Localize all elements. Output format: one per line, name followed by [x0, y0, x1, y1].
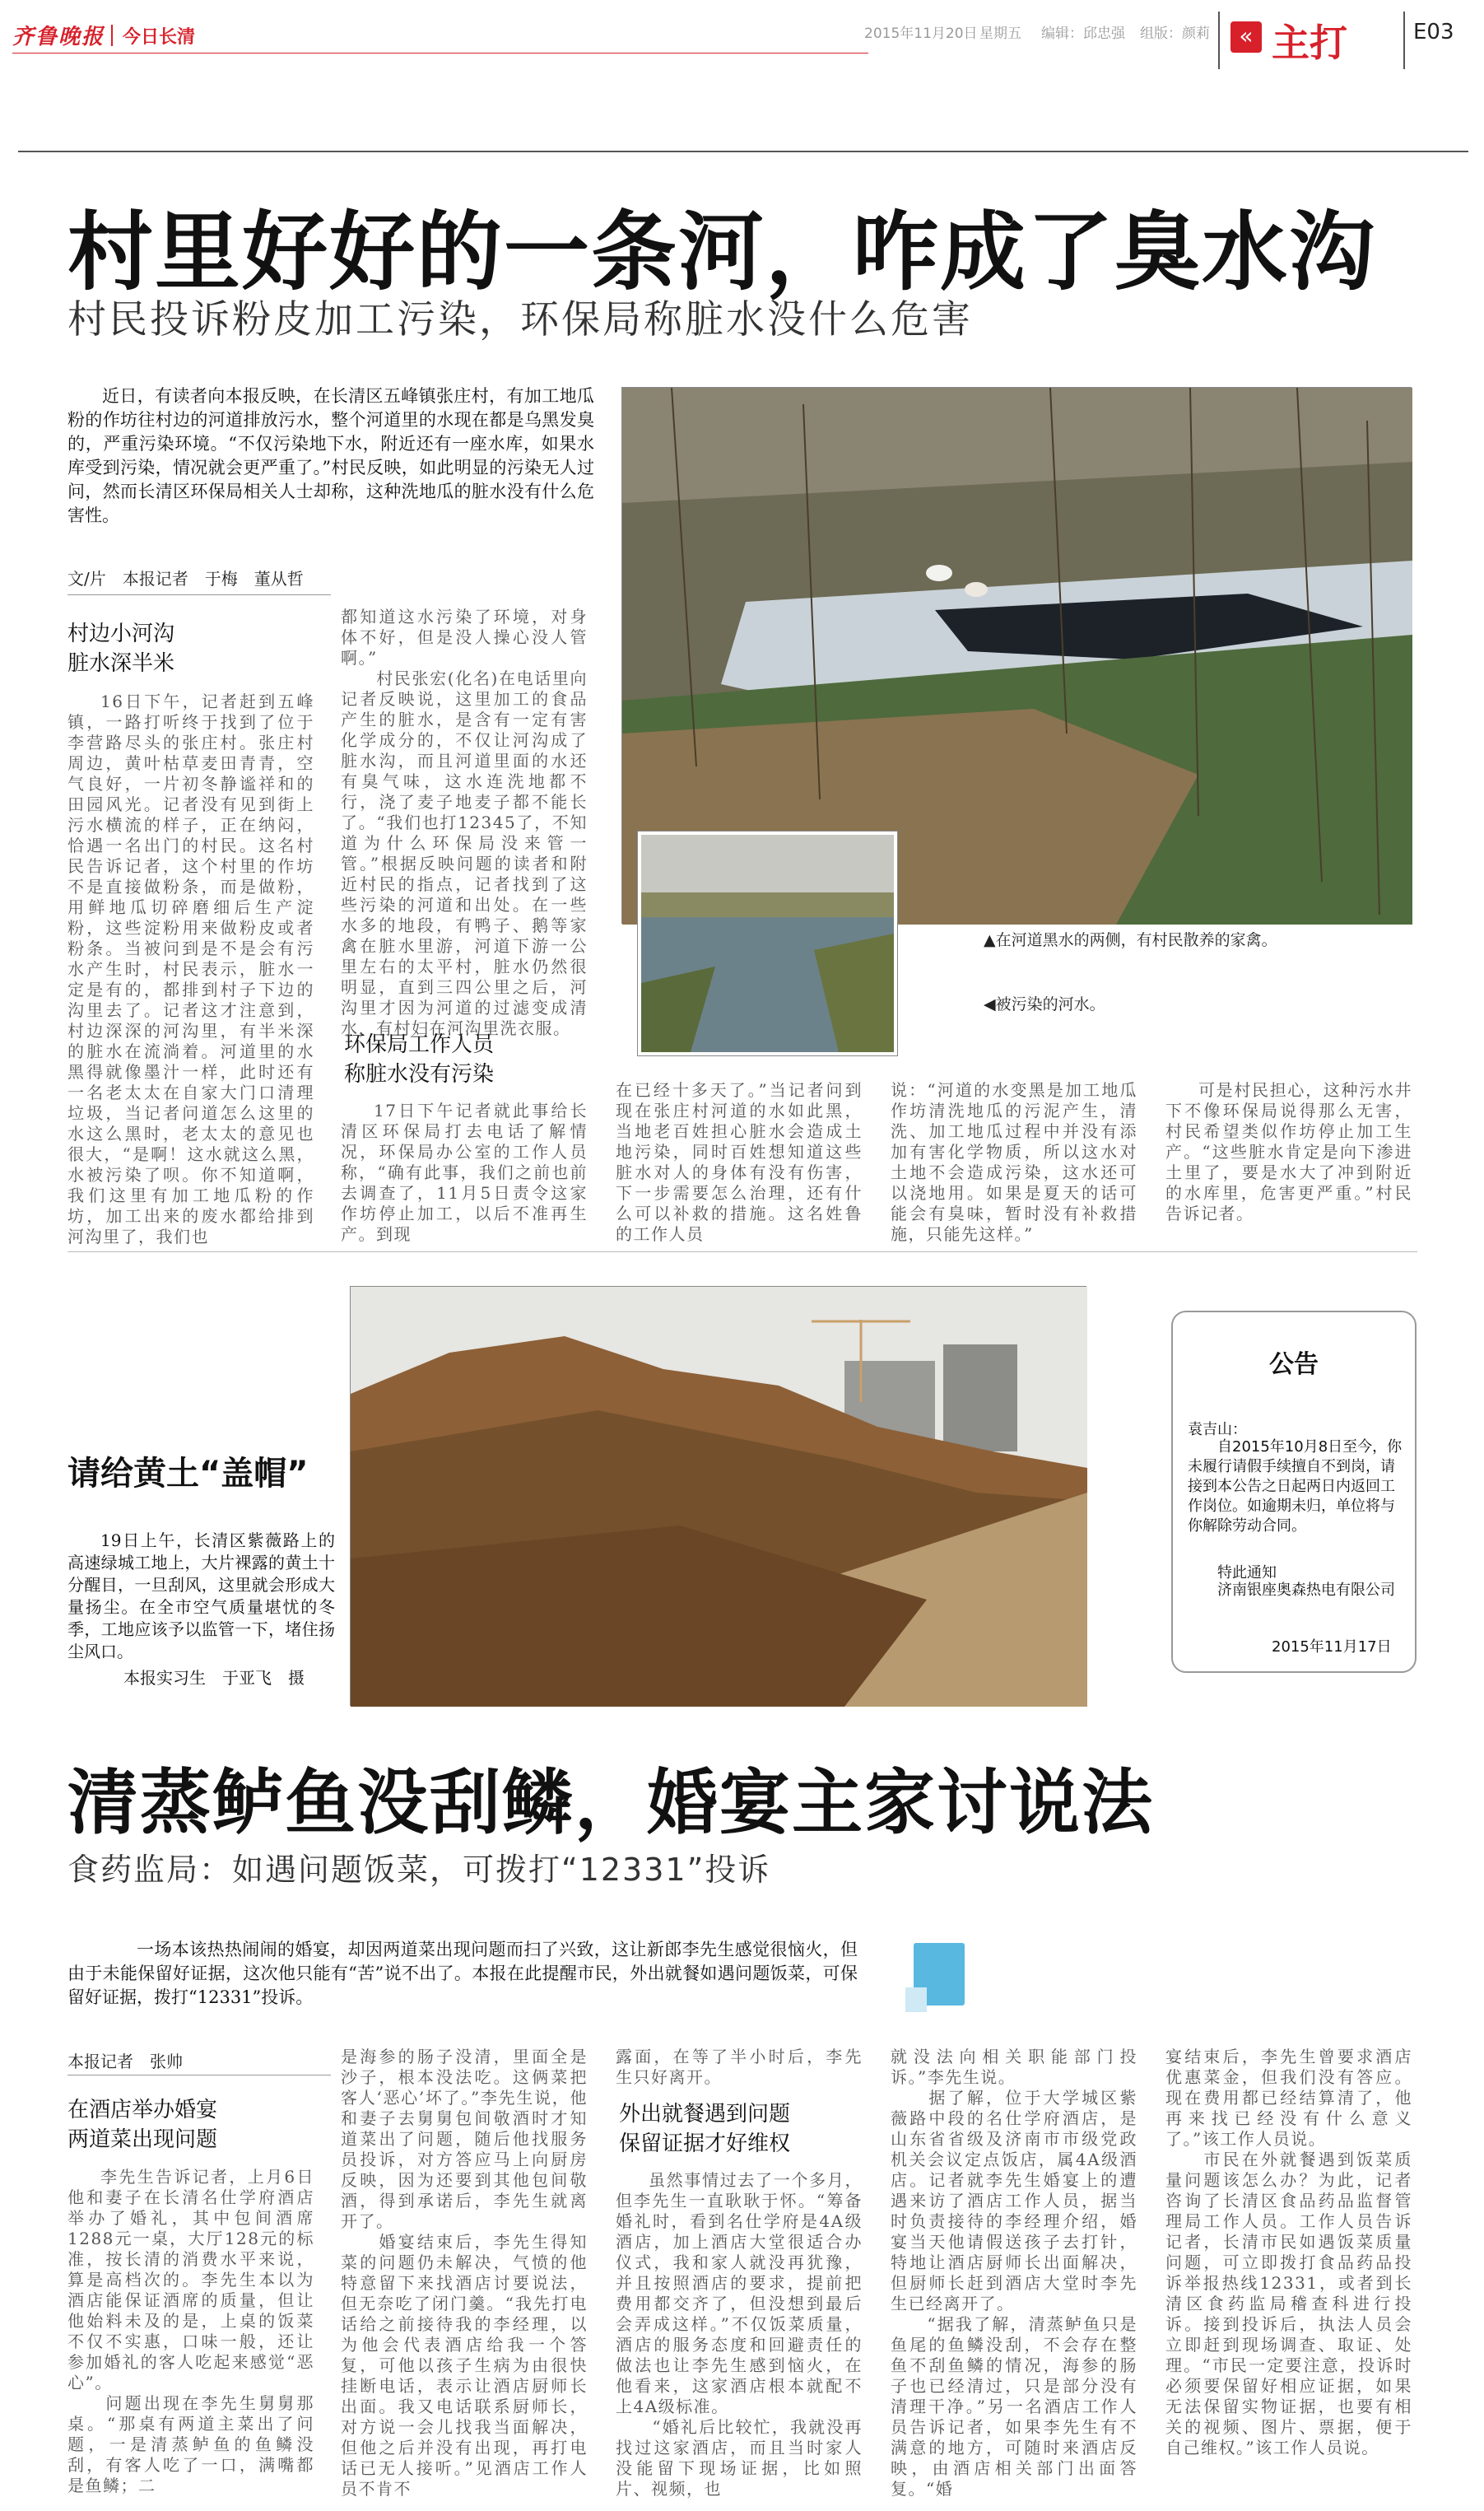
story1-subhead: 村民投诉粉皮加工污染，环保局称脏水没什么危害: [67, 297, 973, 342]
story2-col3b: 虽然事情过去了一个多月，但李先生一直耿耿于怀。“筹备婚礼时，看到名仕学府是4A级酒店，加上酒店大堂很适合办仪式，我和家人就没再犹豫，并且按照酒店的要求，提前把费用都交齐了，但没想到最后会弄成这样。”不仅饭菜质量，酒店的服务态度和回避责任的做法也让李先生感到恼火，在他看来，这家酒店根本就配不上4A级标准。 “婚礼后比较忙，我就没再找过这家酒店，而且当时家人没能留下现场证据，比如照片、视频，也: [616, 2170, 863, 2499]
river-photo-caption: ▲在河道黑水的两侧，有村民散养的家禽。: [984, 931, 1277, 949]
notice-box: [1171, 1311, 1417, 1673]
header-date: 2015年11月20日: [864, 26, 978, 42]
photo-news-title: 请给黄土“盖帽”: [67, 1455, 309, 1493]
story1-subhead-2: 环保局工作人员 称脏水没有污染: [344, 1032, 495, 1087]
story1-col5: 可是村民担心，这种污水井下不像环保局说得那么无害，村民希望类似作坊停止加工生产。“这些脏水肯定是向下渗进土里了，要是水大了冲到附近的水库里，危害更严重。”村民告诉记者。: [1165, 1080, 1412, 1223]
dirt-pile-photo: [350, 1286, 1086, 1706]
story2-col5: 宴结束后，李先生曾要求酒店优惠菜金，但我们没有答应。现在费用都已经结算清了，他再来找已经没有什么意义了。”该工作人员说。 市民在外就餐遇到饭菜质量问题该怎么办？为此，记者咨询了长清区食品药品监督管理局工作人员。工作人员告诉记者，长清市民如遇饭菜质量问题，可立即拨打食品药品投诉举报热线12331，或者到长清区食药监局稽查科进行投诉。接到投诉后，执法人员会立即赶到现场调查、取证、处理。“市民一定要注意，投诉时必须要保留好相应证据，如果无法保留实物证据，也要有相关的视频、图片、票据，便于自己维权。”该工作人员说。: [1165, 2047, 1412, 2457]
header-rule: [12, 53, 868, 54]
section-name: 今日长清: [123, 27, 196, 48]
story2-col2: 是海参的肠子没清，里面全是沙子，根本没法吃。这俩菜把客人‘恶心’坏了。”李先生说，他和妻子去舅舅包间敬酒时才知道菜出了问题，随后他找服务员投诉，对方答应马上向厨房反映，因为还要到其他包间敬酒，得到承诺后，李先生就离开了。 婚宴结束后，李先生得知菜的问题仍未解决，气愤的他特意留下来找酒店讨要说法，但无奈吃了闭门羹。“我先打电话给之前接待我的李经理，以为他会代表酒店给我一个答复，可他以孩子生病为由很快挂断电话，表示让酒店厨师长出面。我又电话联系厨师长，对方说一会儿找我当面解决，但他之后并没有出现，再打电话已无人接听。”见酒店工作人员不肯不: [341, 2047, 588, 2499]
notice-close: 特此通知: [1217, 1564, 1277, 1582]
column-chevron-icon: «: [1230, 21, 1262, 53]
column-name: 主打: [1272, 21, 1347, 65]
header-editor: 编辑：邱忠强: [1041, 26, 1125, 42]
section-rule: [67, 1251, 1417, 1252]
page-number: E03: [1413, 20, 1454, 44]
photo-news-credit: 本报实习生 于亚飞 摄: [123, 1668, 305, 1688]
story1-byline: 文/片 本报记者 于梅 董从哲: [67, 569, 304, 589]
masthead: [12, 12, 1469, 69]
story1-lead: 近日，有读者向本报反映，在长清区五峰镇张庄村，有加工地瓜粉的作坊往村边的河道排放污水，整个河道里的水现在都是乌黑发臭的，严重污染环境。“不仅污染地下水，附近还有一座水库，如果水库受到污染，情况就会更严重了。”村民反映，如此明显的污染无人过问，然而长清区环保局相关人士却称，这种洗地瓜的脏水没有什么危害性。: [67, 386, 594, 525]
story1-byline-rule: [67, 594, 331, 595]
story2-col3a: 露面，在等了半小时后，李先生只好离开。: [616, 2047, 863, 2087]
header-divider-left: [1218, 12, 1220, 69]
notice-title: 公告: [1269, 1350, 1319, 1379]
story2-subhead-1: 在酒店举办婚宴 两道菜出现问题: [67, 2098, 218, 2152]
paper-logo: 齐鲁晚报: [12, 25, 105, 49]
story2-col1: 李先生告诉记者，上月6日他和妻子在长清名仕学府酒店举办了婚礼，其中包间酒席1288元一桌，大厅128元的标准，按长清的消费水平来说，算是高档次的。李先生本以为酒店能保证酒席的质量，但让他始料未及的是，上桌的饭菜不仅不实惠，口味一般，还让参加婚礼的客人吃起来感觉“恶心”。 问题出现在李先生舅舅那桌。“那桌有两道主菜出了问题，一是清蒸鲈鱼的鱼鳞没刮，有客人吃了一口，满嘴都是鱼鳞；二: [67, 2167, 314, 2495]
logo-separator: [111, 25, 113, 46]
photo-news-body: 19日上午，长清区紫薇路上的高速绿城工地上，大片裸露的黄土十分醒目，一旦刮风，这里就会形成大量扬尘。在全市空气质量堪忧的冬季，工地应该予以监管一下，堵住扬尘风口。: [67, 1530, 335, 1661]
notice-company: 济南银座奥森热电有限公司: [1217, 1582, 1395, 1599]
lead-decoration-shadow: [905, 1987, 927, 2012]
story1-col1: 16日下午，记者赶到五峰镇，一路打听终于找到了位于李营路尽头的张庄村。张庄村周边，黄叶枯草麦田青青，空气良好，一片初冬静谧祥和的田园风光。记者没有见到街上污水横流的样子，正在纳闷，恰遇一名出门的村民。这名村民告诉记者，这个村里的作坊不是直接做粉条，而是做粉，用鲜地瓜切碎磨细后生产淀粉，这些淀粉用来做粉皮或者粉条。当被问到是不是会有污水产生时，村民表示，脏水一定是有的，都排到村子下边的沟里去了。记者这才注意到，村边深深的河沟里，有半米深的脏水在流淌着。河道里的水黑得就像墨汁一样，此时还有一名老太太在自家大门口清理垃圾，当记者问道怎么这里的水这么黑时，老太太的意见也很大，“是啊！这水就这么黑，水被污染了呗。你不知道啊，我们这里有加工地瓜粉的作坊，加工出来的废水都给排到河沟里了，我们也: [67, 692, 314, 1246]
story1-col2a: 都知道这水污染了环境，对身体不好，但是没人操心没人管啊。” 村民张宏(化名)在电话里向记者反映说，这里加工的食品产生的脏水，是含有一定有害化学成分的，不仅让河沟成了脏水沟，而且河道里面的水还有臭气味，这水连洗地都不行，浇了麦子地麦子都不能长了。“我们也打12345了，不知道为什么环保局没来管一管。”根据反映问题的读者和附近村民的指点，记者找到了这些污染的河道和出处。在一些水多的地段，有鸭子、鹅等家禽在脏水里游，河道下游一公里左右的太平村，脏水仍然很明显，直到三四公里之后，河沟里才因为河道的过滤变成清水，有村妇在河沟里洗衣服。: [341, 607, 588, 1038]
story2-subhead: 食药监局：如遇问题饭菜，可拨打“12331”投诉: [67, 1852, 771, 1888]
river-photo-inset: [638, 832, 897, 1055]
top-rule: [18, 151, 1468, 152]
notice-date: 2015年11月17日: [1272, 1638, 1392, 1656]
story1-col4: 说：“河道的水变黑是加工地瓜作坊清洗地瓜的污泥产生，清洗、加工地瓜过程中并没有添加有害化学物质，所以这水对土地不会造成污染，这水还可以浇地用。如果是夏天的话可能会有臭味，暂时没有补救措施，只能先这样。”: [891, 1080, 1137, 1244]
story2-byline: 本报记者 张帅: [67, 2052, 183, 2071]
story1-headline: 村里好好的一条河，咋成了臭水沟: [67, 202, 1377, 302]
story1-col3: 在已经十多天了。”当记者问到现在张庄村河道的水如此黑，当地老百姓担心脏水会造成土地污染，同时百姓想知道这些脏水对人的身体有没有伤害，下一步需要怎么治理，还有什么可以补救的措施。这名姓鲁的工作人员: [616, 1080, 863, 1244]
notice-body: 自2015年10月8日至今，你未履行请假手续擅自不到岗，请接到本公告之日起两日内返回工作岗位。如逾期未归，单位将与你解除劳动合同。: [1188, 1438, 1403, 1535]
story2-col4: 就没法向相关职能部门投诉。”李先生说。 据了解，位于大学城区紫薇路中段的名仕学府酒店，是山东省省级及济南市市级党政机关会议定点饭店，属4A级酒店。记者就李先生婚宴上的遭遇来访了酒店工作人员，据当时负责接待的李经理介绍，婚宴当天他请假送孩子去打针，特地让酒店厨师长出面解决，但厨师长赶到酒店大堂时李先生已经离开了。 “据我了解，清蒸鲈鱼只是鱼尾的鱼鳞没刮，不会存在整鱼不刮鱼鳞的情况，海参的肠子也已经清过，只是部分没有清理干净。”另一名酒店工作人员告诉记者，如果李先生有不满意的地方，可随时来酒店反映，由酒店相关部门出面答复。“婚: [891, 2047, 1137, 2499]
header-weekday: 星期五: [979, 26, 1021, 42]
notice-recipient: 袁吉山：: [1188, 1421, 1247, 1438]
story2-subhead-2: 外出就餐遇到问题 保留证据才好维权: [619, 2102, 791, 2156]
story1-subhead-1: 村边小河沟 脏水深半米: [67, 622, 175, 676]
story2-headline: 清蒸鲈鱼没刮鳞，婚宴主家讨说法: [67, 1762, 1154, 1844]
header-layout: 组版：颜莉: [1140, 26, 1210, 42]
inset-photo-caption: ◀被污染的河水。: [984, 995, 1105, 1013]
story1-col2b: 17日下午记者就此事给长清区环保局打去电话了解情况，环保局办公室的工作人员称，“确有此事，我们之前也前去调查了，11月5日责令这家作坊停止加工，以后不准再生产。到现: [341, 1101, 588, 1244]
story2-lead: 一场本该热热闹闹的婚宴，却因两道菜出现问题而扫了兴致，这让新郎李先生感觉很恼火，但由于未能保留好证据，这次他只能有“苦”说不出了。本报在此提醒市民，外出就餐如遇问题饭菜，可保留好证据，拨打“12331”投诉。: [67, 1940, 858, 2007]
header-divider-right: [1403, 12, 1405, 69]
